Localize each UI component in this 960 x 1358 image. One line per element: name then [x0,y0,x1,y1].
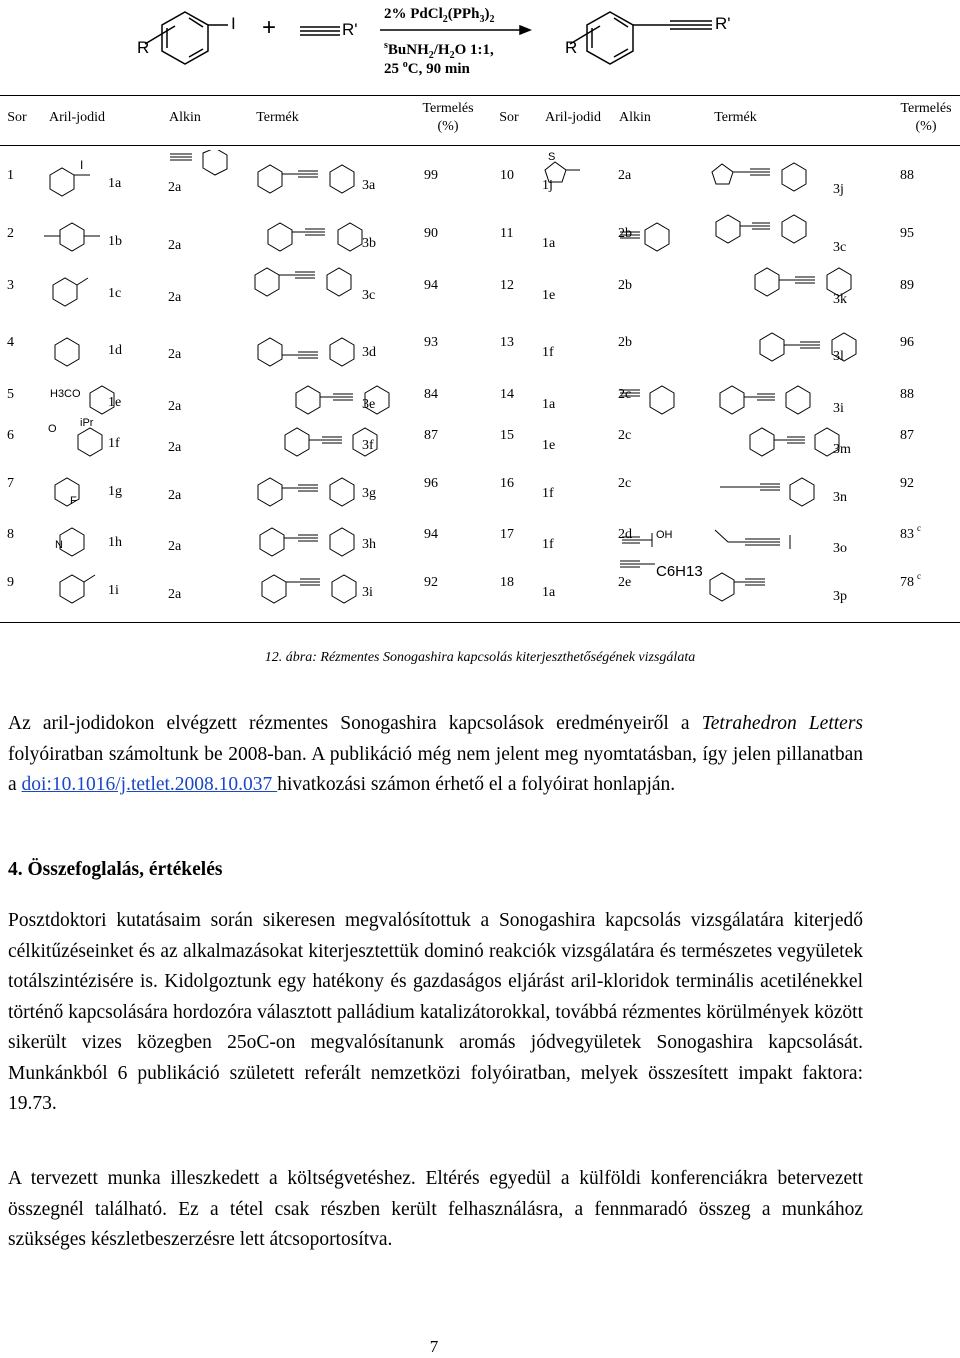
table-cell-product2: 3o [833,541,847,556]
table-cell-product: 3b [362,236,376,251]
table-cell-product2: 3n [833,490,847,505]
table-cell-aryl: 1h [108,535,122,550]
table-cell-product2: 3c [833,240,847,255]
benzene-ring [782,163,806,191]
table-cell-alkyne: 2a [168,290,182,305]
header-aryl: Aril-jodid [49,110,105,125]
table-cell-sor2: 10 [500,168,514,183]
table-cell-sor2: 18 [500,575,514,590]
table-cell-yield2: 88 [900,387,914,402]
reactant-iodine-label: I [231,14,236,33]
paragraph-publication-text-b: folyóiratban számoltunk be 2008-ban. A publikáció még nem jelent meg nyomtatásban, így jelen pillanatban a [8,743,863,795]
table-cell-aryl2: 1a [542,236,556,251]
table-cell-sor: 6 [7,428,14,443]
paragraph-publication-text-c: hivatkozási számon érhető el a folyóirat honlapján. [277,774,676,795]
table-cell-product2: 3p [833,589,847,604]
pyridine-ring [262,575,286,603]
pyridine-ring [786,386,810,414]
journal-name: Tetrahedron Letters [701,713,863,734]
h3co-label: H3CO [50,388,81,400]
reactant-r-label: R [137,38,150,57]
benzene-ring [78,428,102,456]
table-cell-alkyne: 2a [168,399,182,414]
table-cell-sor: 9 [7,575,14,590]
table-cell-yield2: 95 [900,226,914,241]
table-cell-aryl2: 1j [542,178,553,193]
header-yield: Termelés (%) [422,101,474,134]
table-cell-alkyne2: 2b [618,226,632,241]
benzene-ring [330,478,354,506]
product-r2-label: R' [715,14,731,33]
table-cell-yield2: 78 [900,575,914,590]
reaction-scheme [0,0,960,90]
pyridine-ring [650,386,674,414]
table-cell-aryl2: 1e [542,438,556,453]
table-cell-aryl: 1a [108,176,122,191]
benzene-ring [258,165,282,193]
table-cell-alkyne2: 2a [618,168,632,183]
benzene-ring [53,278,77,306]
table-cell-alkyne: 2a [168,488,182,503]
table-cell-aryl2: 1a [542,397,556,412]
header-yield-2: Termelés (%) [900,101,952,134]
benzene-ring [782,215,806,243]
benzene-ring [285,428,309,456]
product-benzene-ring [587,12,633,64]
benzene-ring [330,528,354,556]
benzene-ring [710,573,734,601]
table-cell-aryl2: 1a [542,585,556,600]
table-cell-alkyne: 2a [168,539,182,554]
page-number: 7 [429,1337,439,1356]
table-cell-sor: 5 [7,387,14,402]
header-sor: Sor [7,110,27,125]
table-cell-yield2: 89 [900,278,914,293]
table-cell-yield2: 83 [900,527,914,542]
benzene-ring [268,223,292,251]
table-cell-yield: 87 [424,428,438,443]
table-cell-sor2: 17 [500,527,514,542]
table-cell-product2: 3k [833,292,847,307]
table-cell-aryl: 1g [108,484,122,499]
benzene-ring [720,386,744,414]
benzene-ring [645,223,669,251]
condition-catalyst: 2% $PdCl_2(PPh_3)_2$ [384,6,495,25]
table-cell-product2: 3l [833,349,844,364]
benzene-ring [203,150,227,175]
benzene-ring [258,338,282,366]
table-cell-aryl: 1c [108,286,122,301]
sulfur-label: S [548,151,556,163]
table-cell-alkyne2: 2c [618,476,632,491]
table-cell-aryl2: 1f [542,486,554,501]
header-product-2: Termék [714,110,757,125]
benzene-ring [760,333,784,361]
table-cell-yield2: 96 [900,335,914,350]
table-cell-product: 3f [362,438,374,453]
table-cell-alkyne2: 2c [618,387,632,402]
table-cell-sor: 4 [7,335,14,350]
figure-caption: 12. ábra: Rézmentes Sonogashira kapcsolás kiterjeszthetőségének vizsgálata [264,650,696,665]
table-cell-sor: 1 [7,168,14,183]
thiophene-ring [712,164,733,184]
table-cell-yield: 93 [424,335,438,350]
table-cell-aryl: 1d [108,343,122,358]
table-cell-yield: 94 [424,527,438,542]
product-r-label: R [565,38,578,57]
benzene-ring [716,215,740,243]
table-cell-aryl: 1e [108,395,122,410]
header-product: Termék [256,110,299,125]
table-cell-product2: 3j [833,182,844,197]
table-cell-product: 3g [362,486,376,501]
table-header-rule [0,145,960,146]
table-cell-yield2: 87 [900,428,914,443]
hexyl-label: C6H13 [656,563,703,580]
pyridine-ring [60,575,84,603]
paragraph-summary: Posztdoktori kutatásaim során sikeresen megvalósítottuk a Sonogashira kapcsolás vizsgálatára kiterjedő célkitűzéseinket és az alkalmazásokat kiterjesztettük dominó reakciók vizsgálatára és természetes vegyületek totálszintézisére is. Kidolgoztunk egy hatékony és gazdaságos eljárást aril-kloridok terminális acetilénekkel történő kapcsolására hordozóra választott palládium katalizátorokkal, továbbá rézmentes körülmények között sikerült vizes közegben 25oC-on megvalósítanunk aromás jódvegyületek Sonogashira kapcsolását. Munkánkból 6 publikáció született referált nemzetközi folyóiratban, melyek összesített impakt faktora: 19.73. [8,910,863,1114]
table-cell-yield: 94 [424,278,438,293]
table-cell-alkyne: 2a [168,180,182,195]
benzene-ring [750,428,774,456]
condition-solvent: $^sBuNH_2/H_2O$ 1:1, [384,40,494,61]
table-cell-yield2: 88 [900,168,914,183]
iodine-label: I [80,158,84,172]
benzene-ring [330,338,354,366]
section-heading: 4. Összefoglalás, értékelés [8,859,223,880]
table-cell-yield2: 92 [900,476,914,491]
table-cell-product2: 3m [833,442,851,457]
table-cell-alkyne: 2a [168,587,182,602]
paragraph-publication-text-a: Az aril-jodidokon elvégzett rézmentes Sonogashira kapcsolások eredményeiről a [8,713,702,734]
table-bottom-rule [0,622,960,623]
table-cell-sor2: 11 [500,226,514,241]
carbonyl-oxygen-label: O [48,423,57,435]
table-cell-alkyne2: 2b [618,278,632,293]
table-cell-product: 3d [362,345,376,360]
benzene-ring [60,223,84,251]
table-cell-sor: 7 [7,476,14,491]
table-cell-alkyne: 2a [168,238,182,253]
table-cell-aryl: 1b [108,234,122,249]
benzene-ring [258,478,282,506]
fluorine-label: F [70,495,77,507]
table-cell-alkyne2: 2b [618,335,632,350]
table-cell-sor2: 12 [500,278,514,293]
table-cell-product: 3a [362,178,376,193]
benzene-ring [55,338,79,366]
table-cell-alkyne2: 2d [618,527,632,542]
table-cell-sor2: 16 [500,476,514,491]
table-cell-alkyne: 2a [168,440,182,455]
table-cell-alkyne2: 2e [618,575,632,590]
benzene-ring [327,268,351,296]
nitrogen-label: N [55,539,63,551]
table-top-rule [0,95,960,96]
benzene-ring [338,223,362,251]
benzene-ring [50,168,74,196]
reactant-benzene-ring [162,12,208,64]
table-cell-yield: 96 [424,476,438,491]
table-cell-yield: 84 [424,387,438,402]
yield-footnote-marker: c [917,571,921,581]
table-cell-sor2: 14 [500,387,514,402]
benzene-ring [255,268,279,296]
table-cell-product: 3i [362,585,373,600]
pyridine-ring [60,528,84,556]
table-cell-product: 3e [362,397,376,412]
table-cell-yield: 90 [424,226,438,241]
table-cell-product2: 3i [833,401,844,416]
benzene-ring [755,268,779,296]
table-cell-sor: 8 [7,527,14,542]
paragraph-budget: A tervezett munka illeszkedett a költségvetéshez. Eltérés egyedül a külföldi konferenciákra betervezett összegnél található. Ez a tétel csak részben került felhasználásra, a fennmaradó összeg a munkához szükséges készletbeszerzésre lett átcsoportosítva. [8,1168,863,1250]
header-aryl-2: Aril-jodid [545,110,601,125]
benzene-ring [332,575,356,603]
header-sor-2: Sor [499,110,519,125]
header-alkyne: Alkin [169,110,201,125]
ipr-label: iPr [80,417,94,429]
table-cell-sor2: 13 [500,335,514,350]
plus-sign: + [262,14,277,41]
pyridine-ring [260,528,284,556]
paragraph-publication [8,709,863,801]
table-cell-alkyne2: 2c [618,428,632,443]
table-cell-yield: 92 [424,575,438,590]
table-cell-alkyne: 2a [168,347,182,362]
table-cell-yield: 99 [424,168,438,183]
table-cell-sor2: 15 [500,428,514,443]
table-cell-aryl2: 1f [542,345,554,360]
hydroxyl-label: OH [656,529,673,541]
header-alkyne-2: Alkin [619,110,651,125]
benzene-ring [296,386,320,414]
alkyne-r-label: R' [342,20,358,39]
table-cell-sor: 2 [7,226,14,241]
condition-temperature: 25 $^o$C, 90 min [384,59,470,77]
doi-link[interactable]: doi:10.1016/j.tetlet.2008.10.037 [21,774,278,795]
table-cell-product: 3c [362,288,376,303]
table-cell-aryl2: 1e [542,288,556,303]
structure-drawings [0,150,960,620]
table-cell-aryl2: 1f [542,537,554,552]
benzene-ring [330,165,354,193]
table-cell-aryl: 1f [108,436,120,451]
table-cell-aryl: 1i [108,583,119,598]
yield-footnote-marker: c [917,523,921,533]
pyridine-ring [790,478,814,506]
table-cell-product: 3h [362,537,376,552]
table-cell-sor: 3 [7,278,14,293]
